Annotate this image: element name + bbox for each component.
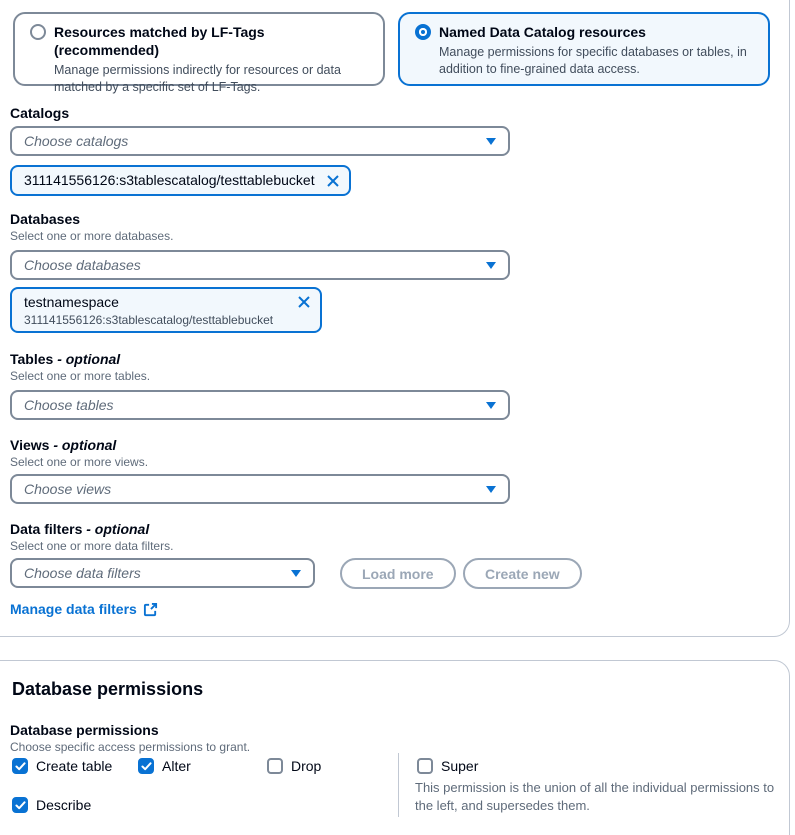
data-filters-label: Data filters - optional	[10, 521, 150, 537]
chevron-down-icon	[486, 402, 496, 409]
views-description: Select one or more views.	[10, 455, 149, 469]
database-token	[10, 287, 322, 333]
checkbox-icon[interactable]	[417, 758, 433, 774]
views-select[interactable]	[10, 474, 510, 504]
radio-card-description: Manage permissions for specific databases or tables, in addition to fine-grained data access.	[439, 45, 747, 76]
database-token-subtitle: 311141556126:s3tablescatalog/testtablebucket	[24, 313, 274, 327]
database-permissions-label: Database permissions	[10, 722, 159, 738]
tables-select[interactable]	[10, 390, 510, 420]
checkbox-icon[interactable]	[138, 758, 154, 774]
tables-label: Tables - optional	[10, 351, 121, 367]
checkbox-create-table[interactable]	[12, 757, 112, 775]
database-token-title: testnamespace	[24, 294, 119, 310]
radio-card-lf-tags[interactable]	[13, 12, 385, 94]
tables-description: Select one or more tables.	[10, 369, 151, 383]
catalogs-label: Catalogs	[10, 105, 70, 121]
databases-select[interactable]	[10, 250, 510, 280]
checkbox-alter[interactable]	[138, 757, 191, 775]
data-filters-placeholder: Choose data filters	[24, 565, 141, 581]
manage-data-filters-link[interactable]	[10, 601, 158, 617]
super-description: This permission is the union of all the individual permissions to the left, and supersedes them.	[415, 780, 775, 813]
data-filters-optional-suffix: - optional	[86, 521, 150, 537]
create-new-button[interactable]: Create new	[463, 558, 582, 589]
radio-icon[interactable]	[415, 24, 431, 40]
radio-card-named-resources[interactable]	[398, 12, 770, 86]
chevron-down-icon	[486, 138, 496, 145]
close-icon[interactable]	[296, 294, 312, 310]
catalogs-placeholder: Choose catalogs	[24, 133, 129, 149]
checkbox-drop[interactable]	[267, 757, 321, 775]
external-link-icon	[143, 602, 158, 617]
checkbox-label: Create table	[36, 758, 113, 774]
catalog-token-text: 311141556126:s3tablescatalog/testtablebucket	[24, 172, 315, 188]
checkbox-icon[interactable]	[267, 758, 283, 774]
data-filters-select[interactable]	[10, 558, 315, 588]
manage-data-filters-label: Manage data filters	[10, 601, 137, 617]
radio-card-title: Named Data Catalog resources	[439, 24, 646, 40]
checkbox-label: Drop	[291, 758, 322, 774]
catalogs-select[interactable]	[10, 126, 510, 156]
checkbox-icon[interactable]	[12, 797, 28, 813]
checkbox-label: Super	[441, 758, 479, 774]
chevron-down-icon	[291, 570, 301, 577]
tables-placeholder: Choose tables	[24, 397, 114, 413]
radio-card-title: Resources matched by LF-Tags (recommended)	[54, 24, 265, 58]
checkbox-label: Describe	[36, 797, 92, 813]
databases-description: Select one or more databases.	[10, 229, 174, 243]
radio-card-description: Manage permissions indirectly for resources or data matched by a specific set of LF-Tags.	[54, 63, 341, 94]
tables-optional-suffix: - optional	[57, 351, 121, 367]
views-placeholder: Choose views	[24, 481, 112, 497]
close-icon[interactable]	[325, 173, 341, 189]
super-section-divider	[398, 753, 399, 817]
database-permissions-heading: Database permissions	[12, 679, 204, 699]
views-label: Views - optional	[10, 437, 117, 453]
load-more-button[interactable]: Load more	[340, 558, 456, 589]
radio-icon[interactable]	[30, 24, 46, 40]
catalog-token	[10, 165, 351, 196]
checkbox-icon[interactable]	[12, 758, 28, 774]
chevron-down-icon	[486, 486, 496, 493]
checkbox-label: Alter	[162, 758, 191, 774]
views-optional-suffix: - optional	[53, 437, 117, 453]
databases-label: Databases	[10, 211, 81, 227]
chevron-down-icon	[486, 262, 496, 269]
checkbox-describe[interactable]	[12, 796, 91, 814]
data-filters-description: Select one or more data filters.	[10, 539, 174, 553]
database-permissions-description: Choose specific access permissions to grant.	[10, 740, 251, 754]
databases-placeholder: Choose databases	[24, 257, 141, 273]
checkbox-super[interactable]	[417, 757, 478, 775]
